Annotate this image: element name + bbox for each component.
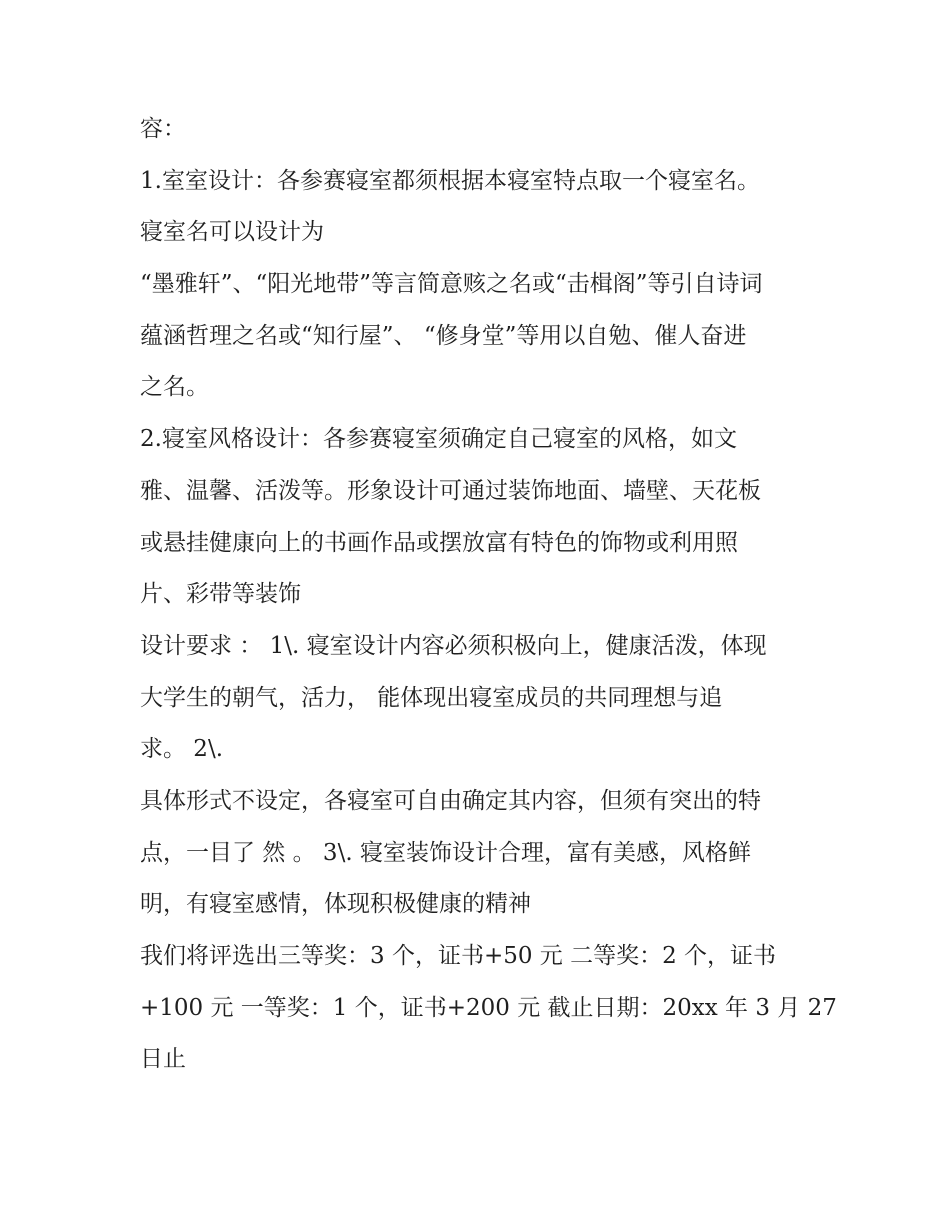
text-line: 容： <box>140 116 186 142</box>
text-line: 或悬挂健康向上的书画作品或摆放富有特色的饰物或利用照 <box>140 529 738 556</box>
text-line: 点，一目了 然 。 3\. 寝室装饰设计合理，富有美感，风格鲜 <box>140 839 751 866</box>
text-line: 求。 2\. <box>140 736 224 763</box>
text-line: “墨雅轩”、“阳光地带”等言简意赅之名或“击楫阁”等引自诗词 <box>140 271 763 298</box>
text-line: 蕴涵哲理之名或“知行屋”、 “修身堂”等用以自勉、催人奋进 <box>140 322 747 349</box>
text-line: 寝室名可以设计为 <box>140 219 324 246</box>
text-line: 设计要求 ： 1\. 寝室设计内容必须积极向上，健康活泼，体现 <box>140 632 767 659</box>
text-line: 2.寝室风格设计：各参赛寝室须确定自己寝室的风格，如文 <box>140 426 737 453</box>
text-line: 具体形式不设定，各寝室可自由确定其内容，但须有突出的特 <box>140 787 761 814</box>
text-line: 明，有寝室感情，体现积极健康的精神 <box>140 891 531 918</box>
text-line: 大学生的朝气，活力， 能体现出寝室成员的共同理想与追 <box>140 684 723 711</box>
text-line: +100 元 一等奖：1 个，证书+200 元 截止日期：20xx 年 3 月 27 <box>140 994 837 1021</box>
text-line: 1.室室设计：各参赛寝室都须根据本寝室特点取一个寝室名。 <box>140 167 760 194</box>
text-line: 日止 <box>140 1046 186 1073</box>
text-line: 雅、温馨、活泼等。形象设计可通过装饰地面、墙壁、天花板 <box>140 477 761 504</box>
text-line: 片、彩带等装饰 <box>140 581 301 608</box>
text-line: 我们将评选出三等奖：3 个，证书+50 元 二等奖：2 个，证书 <box>140 943 777 969</box>
text-line: 之名。 <box>140 374 209 401</box>
document-body <box>140 104 837 1086</box>
